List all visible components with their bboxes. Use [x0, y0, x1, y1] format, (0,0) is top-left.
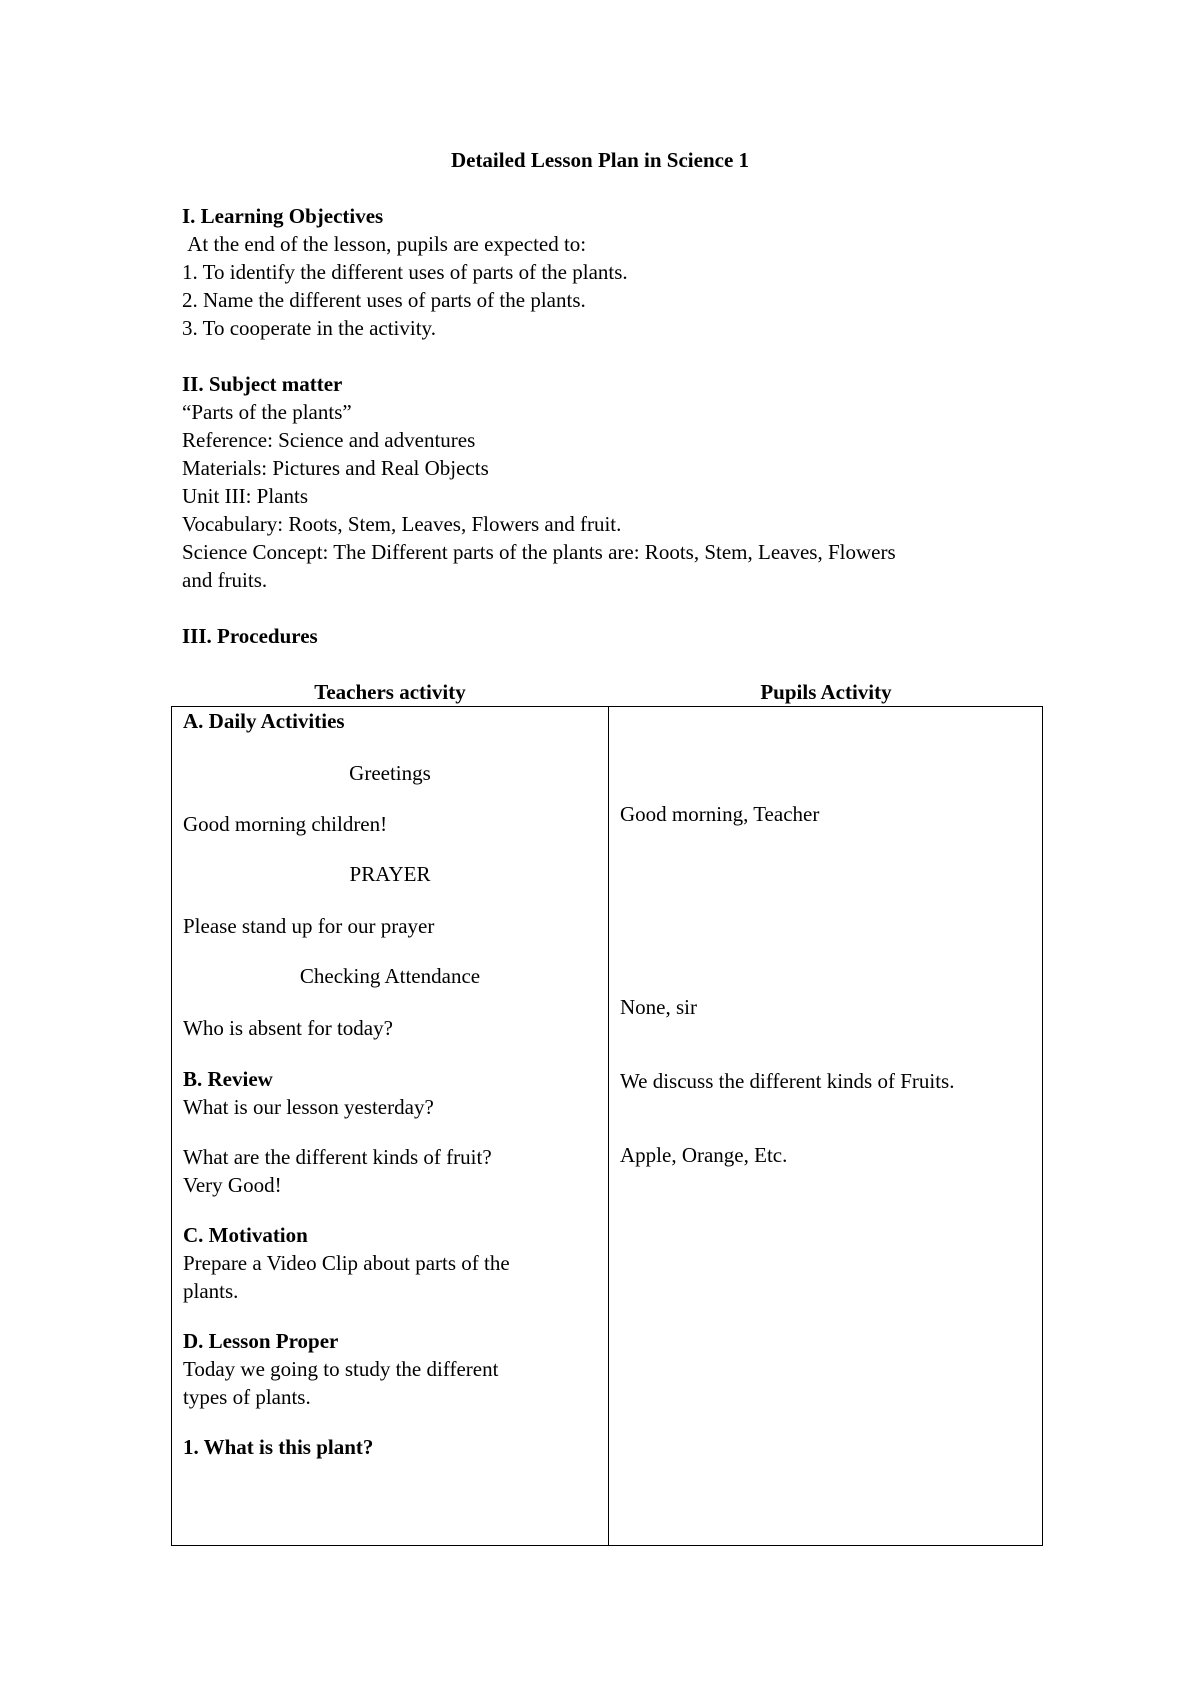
- procedures-table: [171, 706, 1043, 1546]
- motivation-heading: C. Motivation: [183, 1223, 308, 1247]
- greetings-label: Greetings: [349, 761, 431, 785]
- lesson-question: 1. What is this plant?: [183, 1435, 374, 1459]
- motivation-line: plants.: [183, 1279, 239, 1303]
- prayer-label: PRAYER: [349, 862, 431, 886]
- subject-line: and fruits.: [182, 568, 268, 592]
- subject-line: Reference: Science and adventures: [182, 428, 476, 452]
- teacher-column-header: Teachers activity: [314, 680, 466, 704]
- subject-line: “Parts of the plants”: [182, 400, 352, 424]
- learning-objectives-section: [182, 202, 1022, 342]
- procedures-heading: III. Procedures: [182, 624, 318, 648]
- subject-matter-section: [182, 370, 1022, 594]
- pupil-review-reply: We discuss the different kinds of Fruits.: [620, 1069, 955, 1093]
- subject-line: Unit III: Plants: [182, 484, 308, 508]
- pupil-column-header: Pupils Activity: [760, 680, 892, 704]
- subject-line: Materials: Pictures and Real Objects: [182, 456, 489, 480]
- greeting-line: Good morning children!: [183, 812, 388, 836]
- lesson-line: Today we going to study the different: [183, 1357, 499, 1381]
- prayer-line: Please stand up for our prayer: [183, 914, 435, 938]
- objective-item: 1. To identify the different uses of parts of the plants.: [182, 260, 628, 284]
- attendance-line: Who is absent for today?: [183, 1016, 393, 1040]
- subject-line: Vocabulary: Roots, Stem, Leaves, Flowers and fruit.: [182, 512, 622, 536]
- objective-item: 2. Name the different uses of parts of the plants.: [182, 288, 586, 312]
- document-title: Detailed Lesson Plan in Science 1: [450, 148, 750, 172]
- pupil-greeting-reply: Good morning, Teacher: [620, 802, 820, 826]
- daily-activities-heading: A. Daily Activities: [183, 709, 345, 733]
- subject-heading: II. Subject matter: [182, 372, 343, 396]
- objectives-intro: At the end of the lesson, pupils are expected to:: [182, 232, 587, 256]
- lesson-proper-heading: D. Lesson Proper: [183, 1329, 339, 1353]
- review-praise: Very Good!: [183, 1173, 282, 1197]
- objective-item: 3. To cooperate in the activity.: [182, 316, 436, 340]
- pupil-fruit-reply: Apple, Orange, Etc.: [620, 1143, 788, 1167]
- review-heading: B. Review: [183, 1067, 273, 1091]
- procedures-section: [182, 622, 1022, 650]
- column-divider: [608, 707, 609, 1545]
- review-question: What is our lesson yesterday?: [183, 1095, 434, 1119]
- objectives-heading: I. Learning Objectives: [182, 204, 384, 228]
- pupil-attendance-reply: None, sir: [620, 995, 697, 1019]
- attendance-label: Checking Attendance: [299, 964, 481, 988]
- motivation-line: Prepare a Video Clip about parts of the: [183, 1251, 510, 1275]
- review-question: What are the different kinds of fruit?: [183, 1145, 492, 1169]
- lesson-line: types of plants.: [183, 1385, 311, 1409]
- subject-line: Science Concept: The Different parts of the plants are: Roots, Stem, Leaves, Flowers: [182, 540, 896, 564]
